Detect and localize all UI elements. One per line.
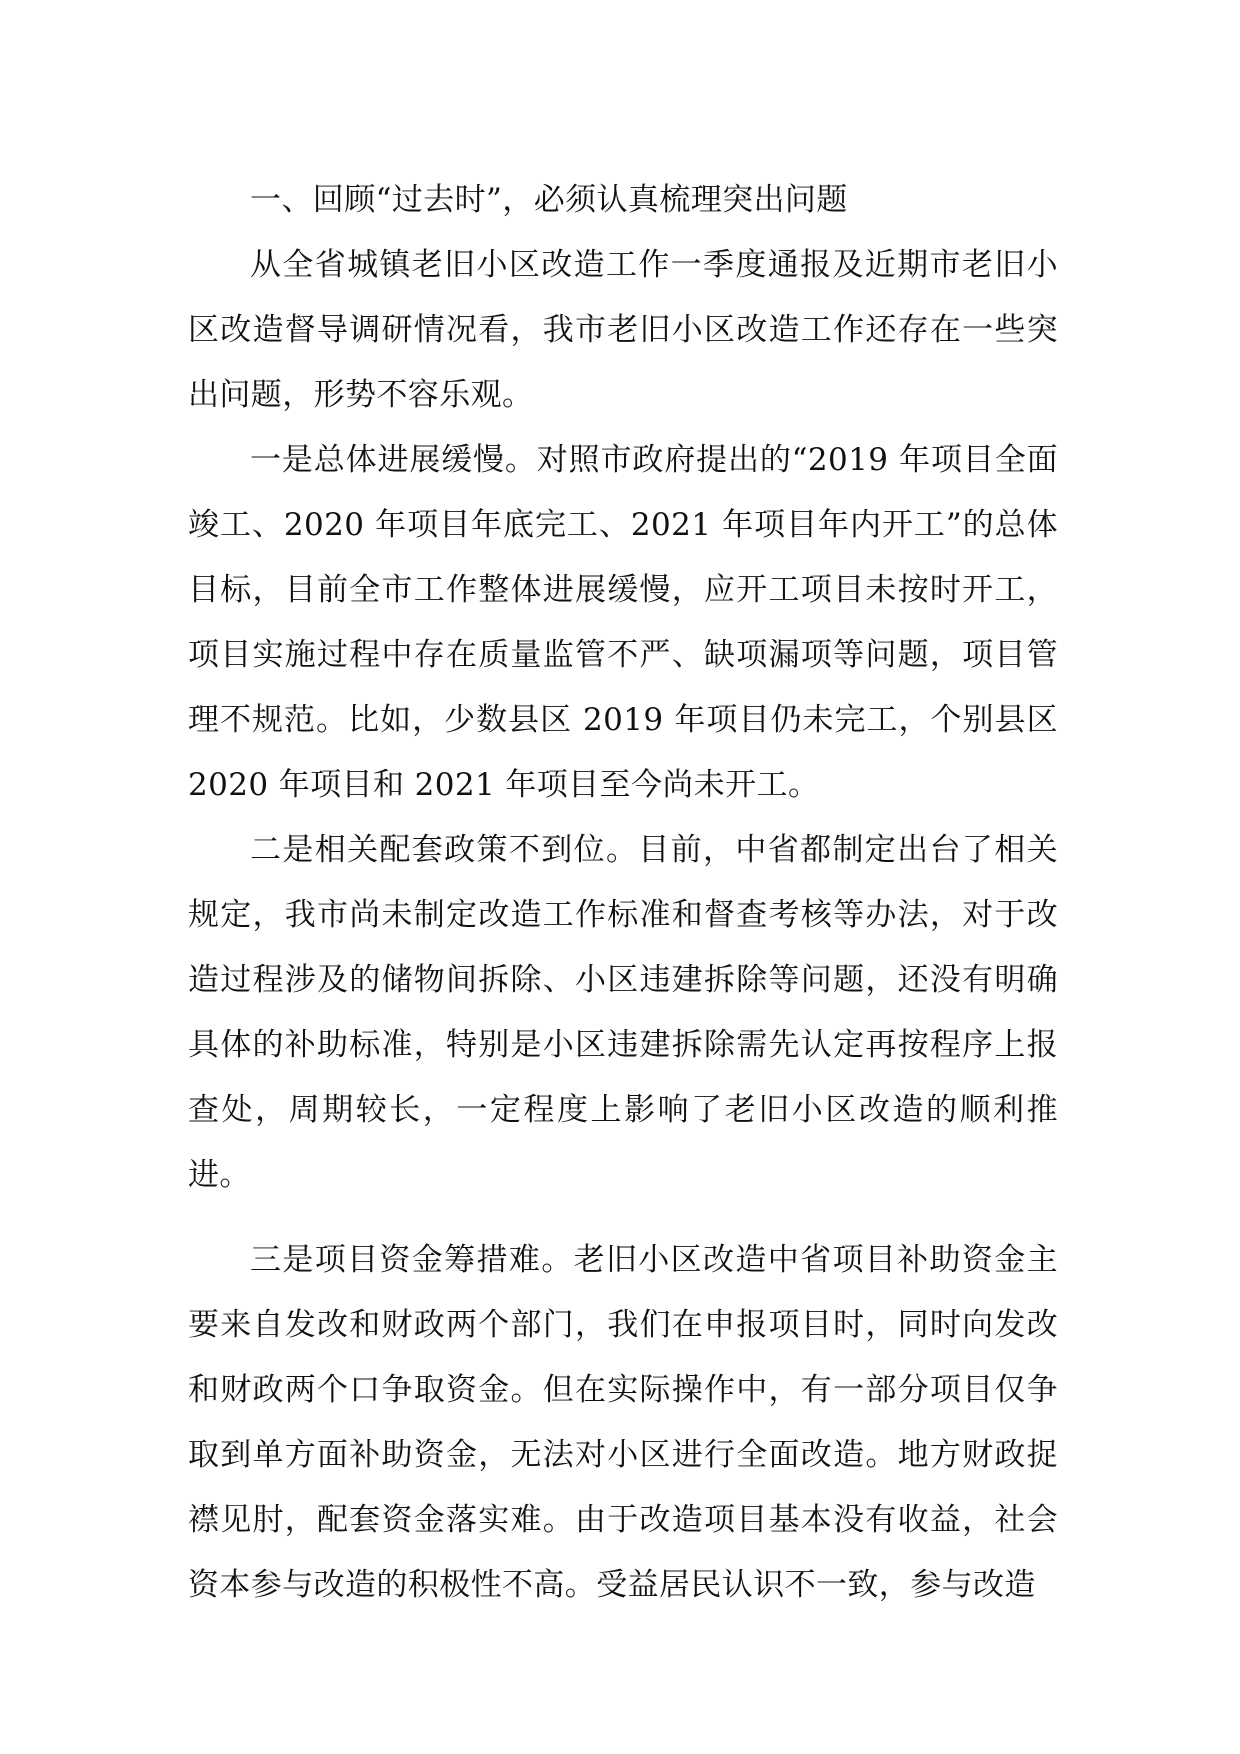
- paragraph-policy-gaps: 二是相关配套政策不到位。目前，中省都制定出台了相关规定，我市尚未制定改造工作标准和督查考核等办法，对于改造过程涉及的储物间拆除、小区违建拆除等问题，还没有明确具体的补助标准，特别是小区违建拆除需先认定再按程序上报查处，周期较长，一定程度上影响了老旧小区改造的顺利推进。: [188, 832, 1058, 1193]
- document-body: [188, 168, 1058, 1618]
- section-heading: 一、回顾“过去时”，必须认真梳理突出问题: [250, 182, 848, 218]
- paragraph-funding-difficulty: 三是项目资金筹措难。老旧小区改造中省项目补助资金主要来自发改和财政两个部门，我们在申报项目时，同时向发改和财政两个口争取资金。但在实际操作中，有一部分项目仅争取到单方面补助资金，无法对小区进行全面改造。地方财政捉襟见肘，配套资金落实难。由于改造项目基本没有收益，社会资本参与改造的积极性不高。受益居民认识不一致，参与改造: [188, 1242, 1058, 1603]
- paragraph-progress-slow: 一是总体进展缓慢。对照市政府提出的“2019 年项目全面竣工、2020 年项目年底完工、2021 年项目年内开工”的总体目标，目前全市工作整体进展缓慢，应开工项目未按时开工，项目实施过程中存在质量监管不严、缺项漏项等问题，项目管理不规范。比如，少数县区 2019 年项目仍未完工，个别县区 2020 年项目和 2021 年项目至今尚未开工。: [188, 442, 1058, 803]
- paragraph-overview: 从全省城镇老旧小区改造工作一季度通报及近期市老旧小区改造督导调研情况看，我市老旧小区改造工作还存在一些突出问题，形势不容乐观。: [188, 247, 1058, 413]
